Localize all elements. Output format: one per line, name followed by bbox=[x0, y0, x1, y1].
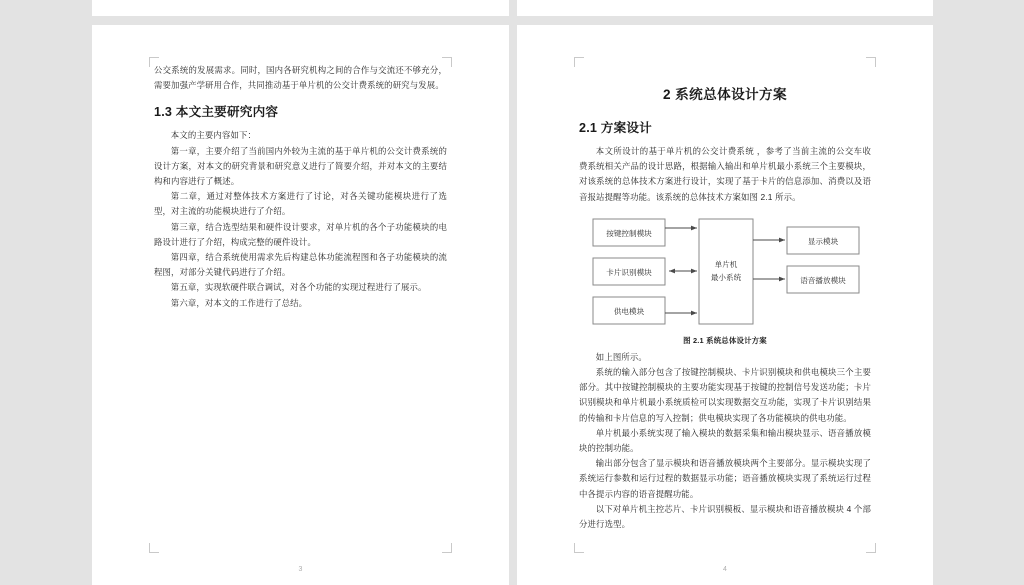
document-page-right bbox=[517, 25, 933, 585]
previous-page-left-edge bbox=[92, 0, 509, 16]
diagram-box-label-line1: 单片机 bbox=[714, 259, 738, 269]
page-number-right: 4 bbox=[723, 566, 727, 573]
diagram-box-label: 供电模块 bbox=[613, 306, 645, 316]
document-page-left bbox=[92, 25, 509, 585]
diagram-box-voice-playback bbox=[787, 266, 859, 293]
diagram-box-label: 语音播放模块 bbox=[800, 275, 846, 285]
paragraph: 单片机最小系统实现了输入模块的数据采集和输出模块显示、语音播放模块的控制功能。 bbox=[579, 427, 871, 454]
previous-page-right-edge bbox=[517, 0, 933, 16]
diagram-svg bbox=[579, 215, 872, 333]
page-number-left: 3 bbox=[298, 566, 303, 573]
diagram-box-mcu-core bbox=[699, 219, 753, 324]
paragraph: 第六章，对本文的工作进行了总结。 bbox=[170, 297, 308, 308]
paragraph: 如上图所示。 bbox=[595, 351, 647, 362]
paragraph: 本文所设计的基于单片机的公交计费系统 ，参考了当前主流的公交车收费系统相关产品的设计思路，根据输入输出和单片机最小系统三个主要模块，对该系统的总体技术方案进行设计，实现了基于卡片的信息添加、消费以及语音报站提醒等功能。该系统的总体技术方案如图 2.1 所示。 bbox=[579, 146, 871, 202]
crop-mark-bottom-right bbox=[866, 543, 876, 553]
left-page-body bbox=[154, 63, 447, 311]
diagram-box-display bbox=[787, 227, 859, 254]
diagram-box-label: 显示模块 bbox=[807, 236, 839, 246]
right-page-body bbox=[579, 63, 871, 532]
crop-mark-bottom-left bbox=[149, 543, 159, 553]
diagram-box-power-supply bbox=[593, 297, 665, 324]
paragraph: 第一章，主要介绍了当前国内外较为主流的基于单片机的公交计费系统的设计方案，对本文的研究背景和研究意义进行了简要介绍，并对本文的主要结构和内容进行了概述。 bbox=[154, 145, 447, 187]
crop-mark-bottom-right bbox=[442, 543, 452, 553]
system-block-diagram bbox=[579, 215, 871, 333]
section-heading-2-1: 2.1 方案设计 bbox=[579, 121, 652, 135]
section-heading-1-3: 1.3 本文主要研究内容 bbox=[154, 105, 279, 120]
paragraph: 第二章，通过对整体技术方案进行了讨论，对各关键功能模块进行了选型，对主流的功能模块进行了介绍。 bbox=[154, 191, 447, 217]
diagram-box-label-line2: 最小系统 bbox=[710, 272, 742, 282]
paragraph: 第四章，结合系统使用需求先后构建总体功能流程图和各子功能模块的流程图，对部分关键代码进行了介绍。 bbox=[154, 252, 447, 278]
crop-mark-bottom-left bbox=[574, 543, 584, 553]
paragraph: 输出部分包含了显示模块和语音播放模块两个主要部分。显示模块实现了系统运行参数和运行过程的数据显示功能；语音播放模块实现了系统运行过程中各提示内容的语音提醒功能。 bbox=[579, 458, 871, 499]
diagram-box-card-recognition bbox=[593, 258, 665, 285]
paragraph: 本文的主要内容如下： bbox=[170, 130, 257, 141]
diagram-box-key-control bbox=[593, 219, 665, 246]
paragraph: 以下对单片机主控芯片、卡片识别模板、显示模块和语音播放模块 4 个部分进行选型。 bbox=[579, 503, 871, 530]
diagram-box-label: 卡片识别模块 bbox=[606, 267, 652, 277]
diagram-box-label: 按键控制模块 bbox=[606, 228, 652, 238]
chapter-title: 2 系统总体设计方案 bbox=[662, 87, 788, 102]
paragraph: 第五章，实现软硬件联合调试，对各个功能的实现过程进行了展示。 bbox=[170, 282, 427, 293]
paragraph-continuation: 公交系统的发展需求。同时，国内各研究机构之间的合作与交流还不够充分，需要加强产学研用合作，共同推动基于单片机的公交计费系统的研究与发展。 bbox=[154, 65, 447, 91]
paragraph: 系统的输入部分包含了按键控制模块、卡片识别模块和供电模块三个主要部分。其中按键控制模块的主要功能实现基于按键的控制信号发送功能；卡片识别模块和单片机最小系统质检可以实现数据交互功能，实现了卡片识别结果的传输和卡片信息的写入控制；供电模块实现了各功能模块的供电功能。 bbox=[579, 367, 871, 423]
paragraph: 第三章，结合选型结果和硬件设计要求，对单片机的各个子功能模块的电路设计进行了介绍，构成完整的硬件设计。 bbox=[154, 221, 447, 247]
figure-caption: 图 2.1 系统总体设计方案 bbox=[683, 335, 767, 345]
